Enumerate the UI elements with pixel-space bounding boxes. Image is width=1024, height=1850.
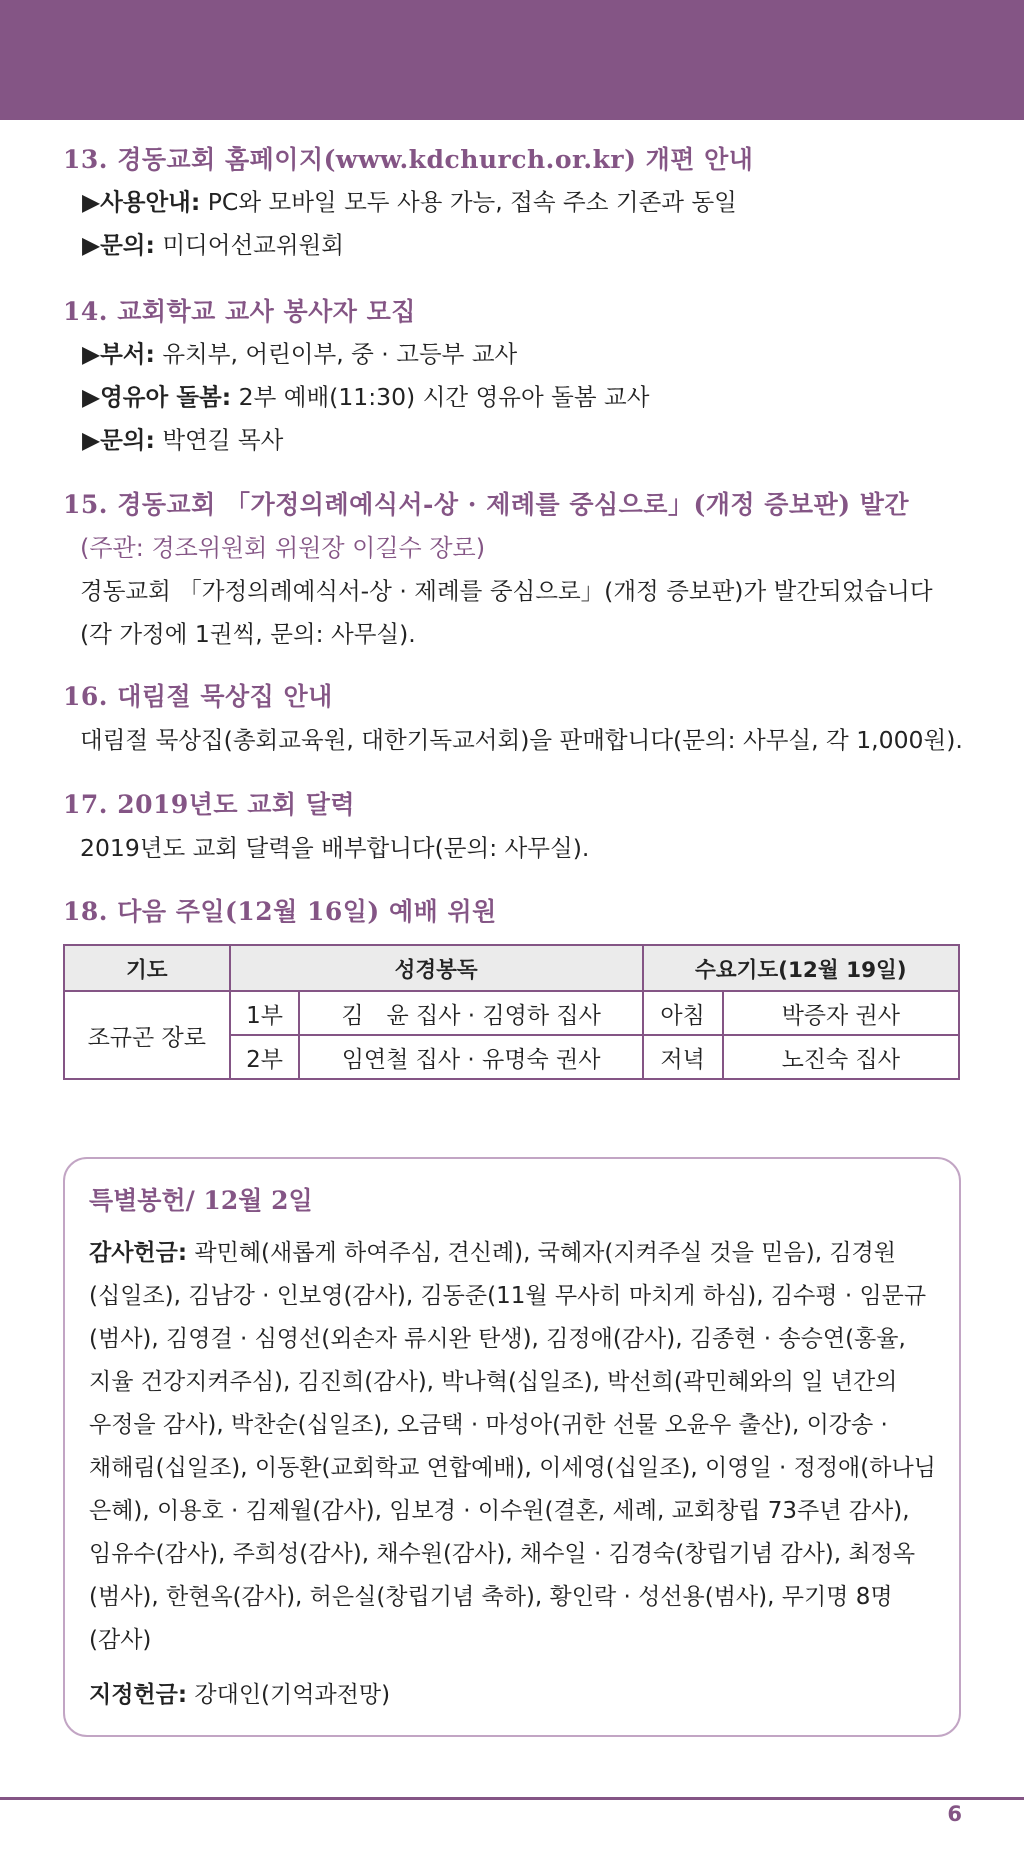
duty-table xyxy=(63,944,960,1080)
notice-16-body: 대림절 묵상집(총회교육원, 대한기독교서회)을 판매합니다(문의: 사무실, 각 1,000원). xyxy=(80,726,963,754)
department-text: 유치부, 어린이부, 중 · 고등부 교사 xyxy=(154,340,518,368)
thanks-offering-line: 임유수(감사), 주희성(감사), 채수원(감사), 채수일 · 김경숙(창립기념 감사), 최정옥 xyxy=(89,1541,916,1567)
header-band xyxy=(0,0,1024,120)
usage-text: PC와 모바일 모두 사용 가능, 접속 주소 기존과 동일 xyxy=(200,188,737,216)
notice-14-department xyxy=(82,335,517,369)
readers-cell: 김 윤 집사 · 김영하 집사 xyxy=(299,991,642,1035)
contact-text: 박연길 목사 xyxy=(154,426,284,454)
notice-14-contact xyxy=(82,421,283,455)
thanks-offering-line: (범사), 김영걸 · 심영선(외손자 류시완 탄생), 김정애(감사), 김종현 · 송승연(홍율, xyxy=(89,1326,906,1352)
thanks-offering-line: 지율 건강지켜주심), 김진희(감사), 박나혁(십일조), 박선희(곽민혜와의 일 년간의 xyxy=(89,1369,898,1395)
notice-17-body: 2019년도 교회 달력을 배부합니다(문의: 사무실). xyxy=(80,834,590,862)
time-cell: 아침 xyxy=(643,991,723,1035)
service-cell: 1부 xyxy=(230,991,300,1035)
notice-15-title: 15. 경동교회 「가정의례예식서-상 · 제례를 중심으로」(개정 증보판) 발간 xyxy=(63,490,910,519)
childcare-label: ▶영유아 돌봄: xyxy=(82,383,232,411)
thanks-offering-line: 은혜), 이용호 · 김제월(감사), 임보경 · 이수원(결혼, 세례, 교회창립 73주년 감사), xyxy=(89,1498,910,1524)
wednesday-prayer-cell: 박증자 권사 xyxy=(723,991,959,1035)
designated-offering-text: 강대인(기억과전망) xyxy=(187,1682,391,1708)
thanks-offering-label: 감사헌금: xyxy=(89,1240,188,1266)
contact-text: 미디어선교위원회 xyxy=(154,231,344,259)
notice-13-title: 13. 경동교회 홈페이지(www.kdchurch.or.kr) 개편 안내 xyxy=(63,145,754,174)
readers-cell: 임연철 집사 · 유명숙 권사 xyxy=(299,1035,642,1079)
wednesday-prayer-cell: 노진숙 집사 xyxy=(723,1035,959,1079)
service-cell: 2부 xyxy=(230,1035,300,1079)
thanks-offering-text: 곽민혜(새롭게 하여주심, 견신례), 국혜자(지켜주실 것을 믿음), 김경원 xyxy=(187,1240,896,1266)
designated-offering-label: 지정헌금: xyxy=(89,1682,188,1708)
special-offering-title: 특별봉헌/ 12월 2일 xyxy=(89,1186,313,1215)
page-number: 6 xyxy=(947,1802,962,1826)
header-reading: 성경봉독 xyxy=(230,945,643,991)
thanks-offering-line: (십일조), 김남강 · 인보영(감사), 김동준(11월 무사히 마치게 하심), 김수평 · 임문규 xyxy=(89,1283,927,1309)
department-label: ▶부서: xyxy=(82,340,155,368)
footer-rule xyxy=(0,1797,1024,1800)
notice-13-contact xyxy=(82,226,344,260)
thanks-offering-line: (감사) xyxy=(89,1627,152,1653)
notice-15-body-line: (각 가정에 1권씩, 문의: 사무실). xyxy=(80,620,416,648)
notice-17-title: 17. 2019년도 교회 달력 xyxy=(63,790,356,819)
thanks-offering-line: 우정을 감사), 박찬순(십일조), 오금택 · 마성아(귀한 선물 오윤우 출산), 이강송 · xyxy=(89,1412,888,1438)
notice-13-usage xyxy=(82,183,737,217)
header-wednesday-prayer: 수요기도(12월 19일) xyxy=(643,945,959,991)
notice-16-title: 16. 대림절 묵상집 안내 xyxy=(63,682,333,711)
thanks-offering-line xyxy=(89,1234,896,1267)
header-prayer: 기도 xyxy=(64,945,230,991)
table-row xyxy=(64,991,959,1035)
notice-15-body-line: 경동교회 「가정의례예식서-상 · 제례를 중심으로」(개정 증보판)가 발간되었습니다 xyxy=(80,577,933,605)
notice-14-title: 14. 교회학교 교사 봉사자 모집 xyxy=(63,297,416,326)
designated-offering-line xyxy=(89,1676,390,1709)
notice-15-subtitle: (주관: 경조위원회 위원장 이길수 장로) xyxy=(80,534,486,562)
thanks-offering-line: 채해림(십일조), 이동환(교회학교 연합예배), 이세영(십일조), 이영일 · 정정애(하나님 xyxy=(89,1455,936,1481)
contact-label: ▶문의: xyxy=(82,426,155,454)
usage-label: ▶사용안내: xyxy=(82,188,201,216)
notice-18-title: 18. 다음 주일(12월 16일) 예배 위원 xyxy=(63,897,497,926)
special-offering-box xyxy=(63,1157,961,1737)
duty-table-header xyxy=(64,945,959,991)
time-cell: 저녁 xyxy=(643,1035,723,1079)
contact-label: ▶문의: xyxy=(82,231,155,259)
thanks-offering-line: (범사), 한현옥(감사), 허은실(창립기념 축하), 황인락 · 성선용(범사), 무기명 8명 xyxy=(89,1584,893,1610)
childcare-text: 2부 예배(11:30) 시간 영유아 돌봄 교사 xyxy=(231,383,650,411)
notice-14-childcare xyxy=(82,378,649,412)
prayer-leader: 조규곤 장로 xyxy=(64,991,230,1079)
